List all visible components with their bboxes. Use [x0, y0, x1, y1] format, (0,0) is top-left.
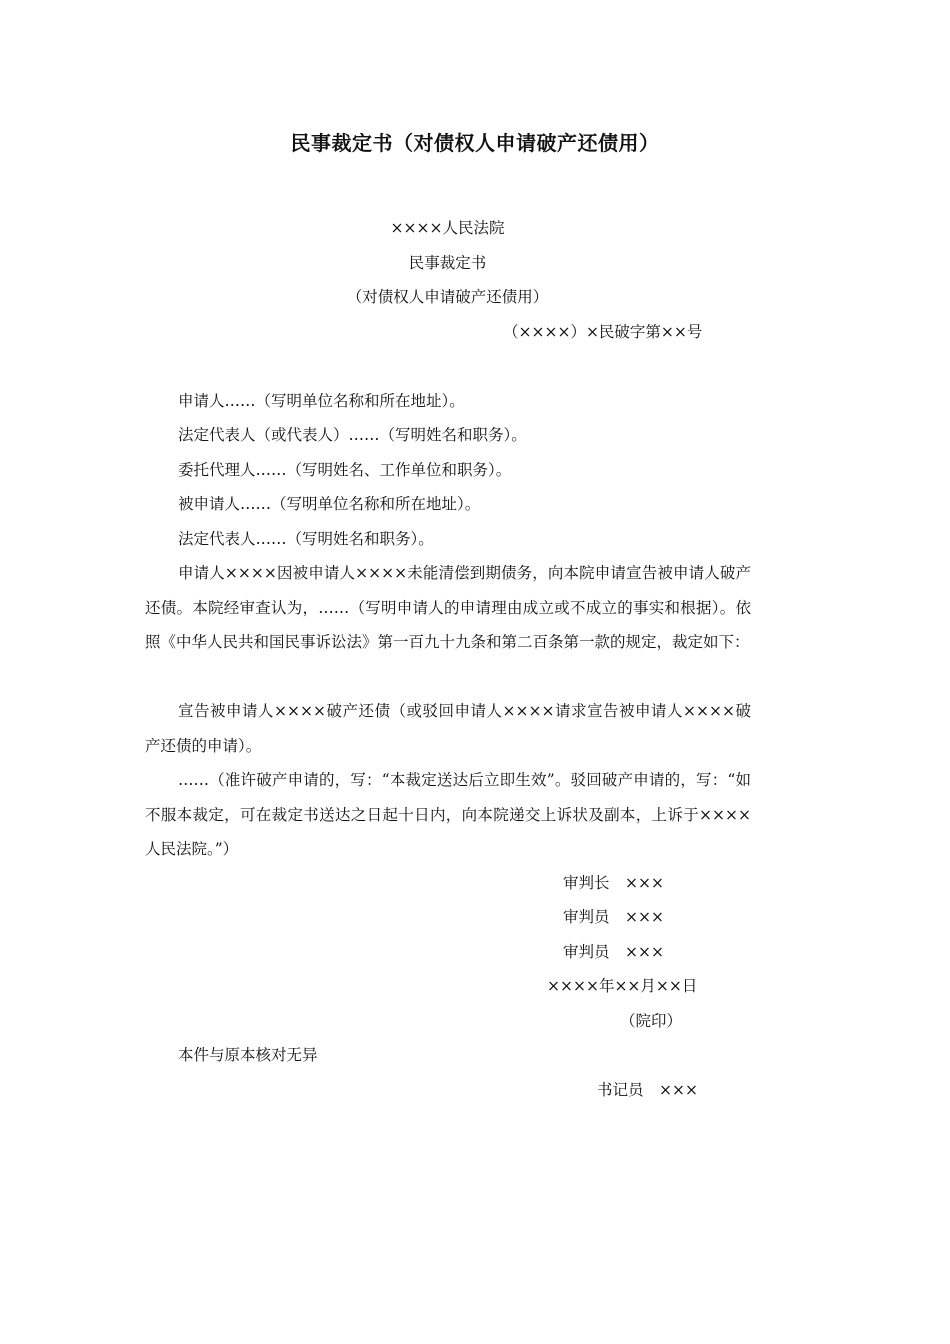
- body-paragraph-1: 申请人××××因被申请人××××未能清偿到期债务，向本院申请宣告被申请人破产还债。本院经审查认为，……（写明申请人的申请理由成立或不成立的事实和根据）。依照《中华人民共和国民事诉讼法》第一百九十九条和第二百条第一款的规定，裁定如下：: [145, 564, 751, 651]
- chief-judge-signature: 审判长 ×××: [563, 874, 664, 892]
- party-respondent-rep: 法定代表人……（写明姓名和职务）。: [178, 530, 434, 548]
- body-paragraph-3: ……（准许破产申请的，写：“本裁定送达后立即生效”。驳回破产申请的，写：“如不服本裁定，可在裁定书送达之日起十日内，向本院递交上诉状及副本，上诉于××××人民法院。”）: [145, 771, 751, 858]
- judge-signature-1: 审判员 ×××: [563, 908, 664, 926]
- verification-note: 本件与原本核对无异: [178, 1046, 318, 1064]
- doc-subtitle: （对债权人申请破产还债用）: [346, 288, 549, 306]
- party-agent: 委托代理人……（写明姓名、工作单位和职务）。: [178, 461, 512, 479]
- party-respondent: 被申请人……（写明单位名称和所在地址）。: [178, 495, 481, 513]
- clerk-signature: 书记员 ×××: [597, 1081, 698, 1099]
- court-seal: （院印）: [620, 1012, 683, 1030]
- court-name: ××××人民法院: [390, 219, 505, 237]
- ruling-date: ××××年××月××日: [547, 977, 698, 995]
- document-title: 民事裁定书（对债权人申请破产还债用）: [290, 131, 660, 155]
- doc-type: 民事裁定书: [408, 254, 487, 272]
- party-applicant-rep: 法定代表人（或代表人）……（写明姓名和职务）。: [178, 426, 527, 444]
- judge-signature-2: 审判员 ×××: [563, 943, 664, 961]
- case-number: （××××）×民破字第××号: [503, 323, 703, 341]
- body-paragraph-2: 宣告被申请人××××破产还债（或驳回申请人××××请求宣告被申请人××××破产还债的申请）。: [145, 702, 751, 755]
- party-applicant: 申请人……（写明单位名称和所在地址）。: [178, 392, 465, 410]
